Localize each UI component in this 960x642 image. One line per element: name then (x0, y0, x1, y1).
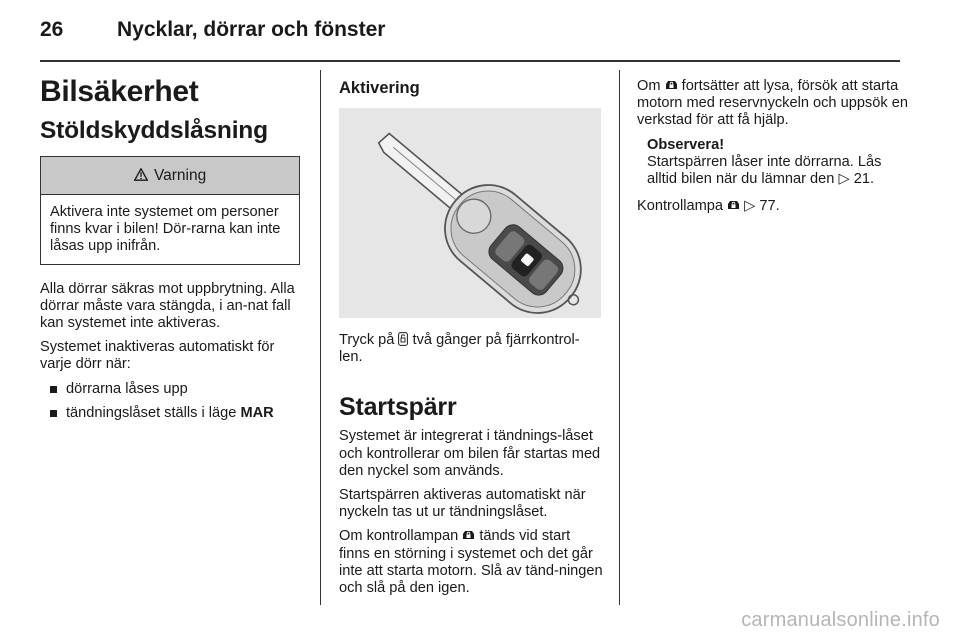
paragraph-text: Om (637, 78, 661, 94)
list-item (50, 405, 302, 422)
section-title: Bilsäkerhet (40, 75, 199, 108)
warning-text: Aktivera inte systemet om personer finns kvar i bilen! Dör-rarna kan inte låsas upp inifrån. (50, 204, 281, 255)
warning-header (41, 157, 299, 195)
bullet-icon (50, 386, 57, 393)
unlock-button-icon (398, 332, 408, 349)
warning-box (40, 156, 300, 265)
reference-arrow-icon: ▷ (838, 171, 850, 188)
page-header-title: Nycklar, dörrar och fönster (117, 18, 386, 41)
header-rule (40, 60, 900, 62)
subsection-title: Startspärr (339, 393, 457, 422)
car-key-fob-icon (339, 108, 601, 318)
paragraph-text: fortsätter att lysa, försök att starta motorn med reservnyckeln och uppsök en verkstad för att få hjälp. (637, 78, 908, 129)
warning-title: Varning (153, 167, 207, 184)
key-fob-figure (339, 108, 601, 318)
subsection-title: Aktivering (339, 79, 420, 97)
page-header (40, 18, 920, 44)
paragraph: Startspärren aktiveras automatiskt när nyckeln tas ut ur tändningslåset. (339, 487, 586, 521)
page-number: 26 (40, 18, 64, 41)
reference-arrow-icon: ▷ (744, 198, 756, 215)
bullet-list (50, 381, 302, 422)
page-reference-link[interactable]: 77. (759, 198, 780, 215)
figure-caption (339, 332, 603, 366)
paragraph-text: tänds vid start finns en störning i systemet och det går inte att starta motorn. Slå av tänd-ningen och slå på den igen. (339, 528, 603, 597)
paragraph-text: Kontrollampa (637, 198, 723, 215)
paragraph-text: Om kontrollampan (339, 528, 459, 545)
paragraph: Alla dörrar säkras mot uppbrytning. Alla dörrar måste vara stängda, i an-nat fall kan systemet inte aktiveras. (40, 280, 295, 332)
bullet-icon (50, 410, 57, 417)
caption-text: två gånger på fjärrkontrol-len. (339, 332, 580, 366)
subsection-title: Stöldskyddslåsning (40, 117, 268, 144)
warning-triangle-icon (134, 167, 152, 184)
column-middle (339, 70, 603, 604)
list-item (50, 381, 302, 398)
note-title: Observera! (647, 136, 725, 153)
note-text: Startspärren låser inte dörrarna. Lås alltid bilen när du lämnar den ▷ 21. (647, 153, 882, 188)
column-divider-2 (619, 70, 620, 605)
paragraph (637, 198, 909, 215)
mode-label: MAR (240, 404, 274, 421)
list-item-text: dörrarna låses upp (66, 380, 188, 397)
paragraph (339, 528, 603, 597)
paragraph: Systemet inaktiveras automatiskt för varje dörr när: (40, 339, 275, 373)
list-item-text: tändningslåset ställs i läge (66, 404, 237, 421)
immobilizer-lamp-icon (665, 78, 678, 95)
caption-text: Tryck på (339, 332, 395, 348)
note-box (647, 137, 909, 189)
paragraph: Systemet är integrerat i tändnings-låset och kontrollerar om bilen får startas med den nyckel som används. (339, 428, 601, 479)
immobilizer-lamp-icon (462, 528, 475, 545)
immobilizer-lamp-icon (727, 198, 740, 215)
watermark: carmanualsonline.info (741, 609, 940, 631)
page-reference-link[interactable]: 21. (853, 171, 875, 188)
column-divider-1 (320, 70, 321, 605)
column-right (637, 70, 909, 222)
column-left (40, 70, 302, 429)
paragraph (637, 78, 909, 130)
